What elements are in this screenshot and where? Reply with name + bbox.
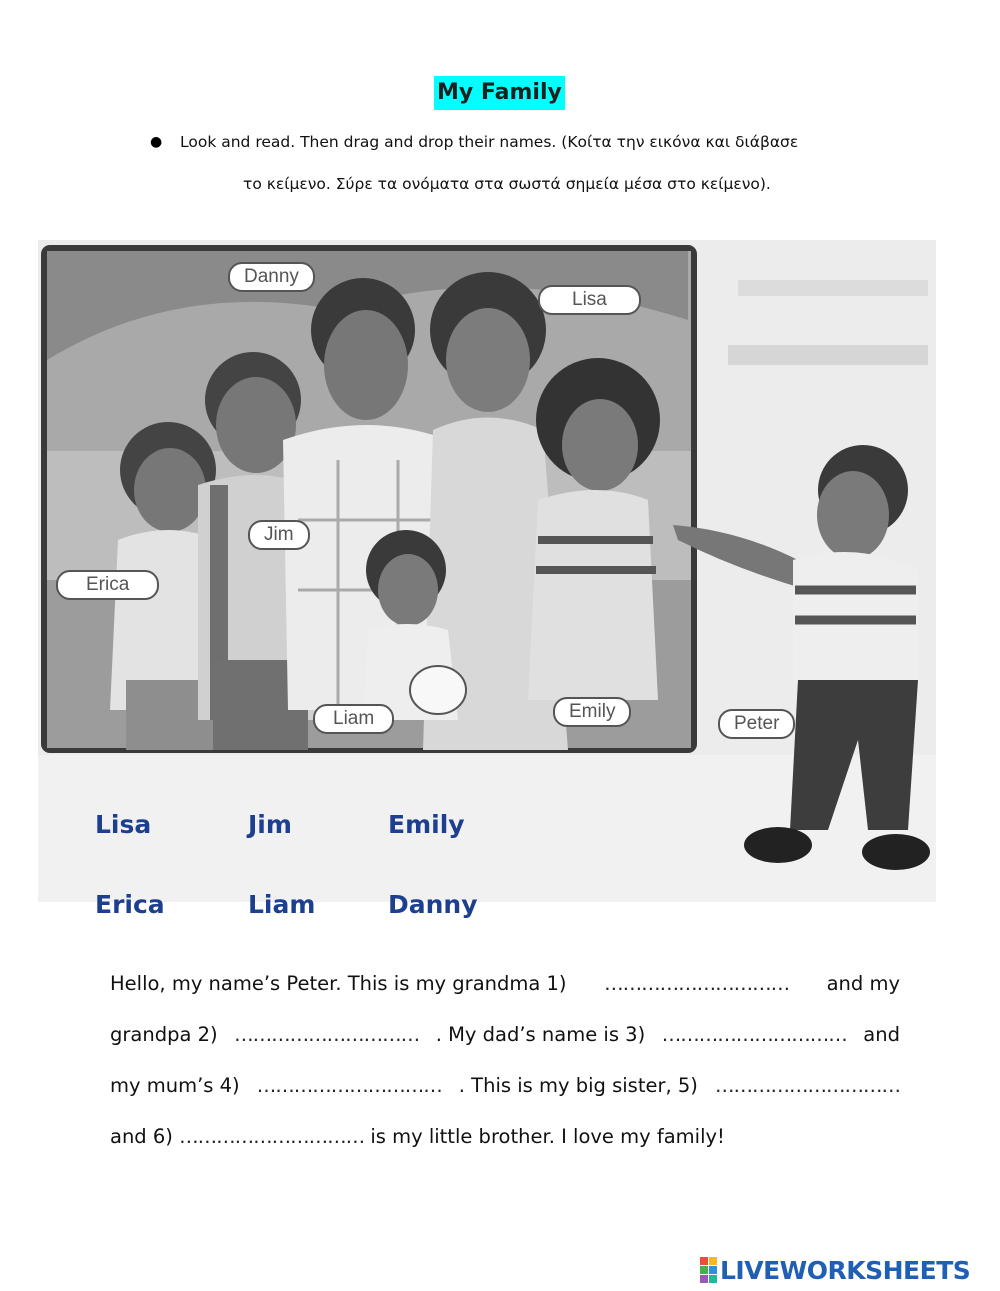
word-bank-item[interactable]: Liam [248,890,316,919]
story-line [110,1060,900,1111]
picture-label-emily: Emily [553,697,631,727]
emily-figure [528,358,660,700]
picture-label-lisa: Lisa [538,285,641,315]
story-text-segment: and 6) [110,1125,173,1148]
story-text-segment: grandpa 2) [110,1023,218,1046]
liveworksheets-logo [700,1255,970,1285]
logo-blocks-icon [700,1257,717,1283]
instruction-line-1: Look and read. Then drag and drop their names. (Κοίτα την εικόνα και διάβασε [180,133,799,151]
answer-blank-1[interactable]: ………………………… [604,972,790,995]
answer-blank-6[interactable]: ………………………… [179,1125,365,1148]
picture-label-danny: Danny [228,262,315,292]
picture-label-jim: Jim [248,520,310,550]
picture-label-liam: Liam [313,704,394,734]
word-bank-item[interactable]: Erica [95,890,165,919]
word-bank-item[interactable]: Emily [388,810,465,839]
answer-blank-5[interactable]: ………………………… [714,1074,900,1097]
story-text [110,958,900,1162]
instruction-line-2: το κείμενο. Σύρε τα ονόματα στα σωστά σημεία μέσα στο κείμενο). [243,175,771,193]
story-line [110,1111,900,1162]
answer-blank-2[interactable]: ………………………… [234,1023,420,1046]
word-bank-item[interactable]: Lisa [95,810,152,839]
brand-name: LIVEWORKSHEETS [720,1255,971,1285]
story-text-segment: is my little brother. I love my family! [370,1125,725,1148]
story-text-segment: Hello, my name’s Peter. This is my grandma 1) [110,972,567,995]
family-illustration [38,240,936,902]
answer-blank-3[interactable]: ………………………… [661,1023,847,1046]
picture-label-peter: Peter [718,709,795,739]
word-bank-item[interactable]: Jim [248,810,292,839]
story-line [110,1009,900,1060]
story-text-segment: and my [826,972,900,995]
word-bank-item[interactable]: Danny [388,890,478,919]
bullet-icon: ● [150,134,163,150]
story-line [110,958,900,1009]
story-text-segment: . My dad’s name is 3) [435,1023,646,1046]
story-text-segment: . This is my big sister, 5) [458,1074,698,1097]
story-text-segment: and [863,1023,900,1046]
page-title: My Family [434,76,565,110]
family-picture [38,240,936,902]
picture-label-erica: Erica [56,570,159,600]
answer-blank-4[interactable]: ………………………… [256,1074,442,1097]
story-text-segment: my mum’s 4) [110,1074,240,1097]
